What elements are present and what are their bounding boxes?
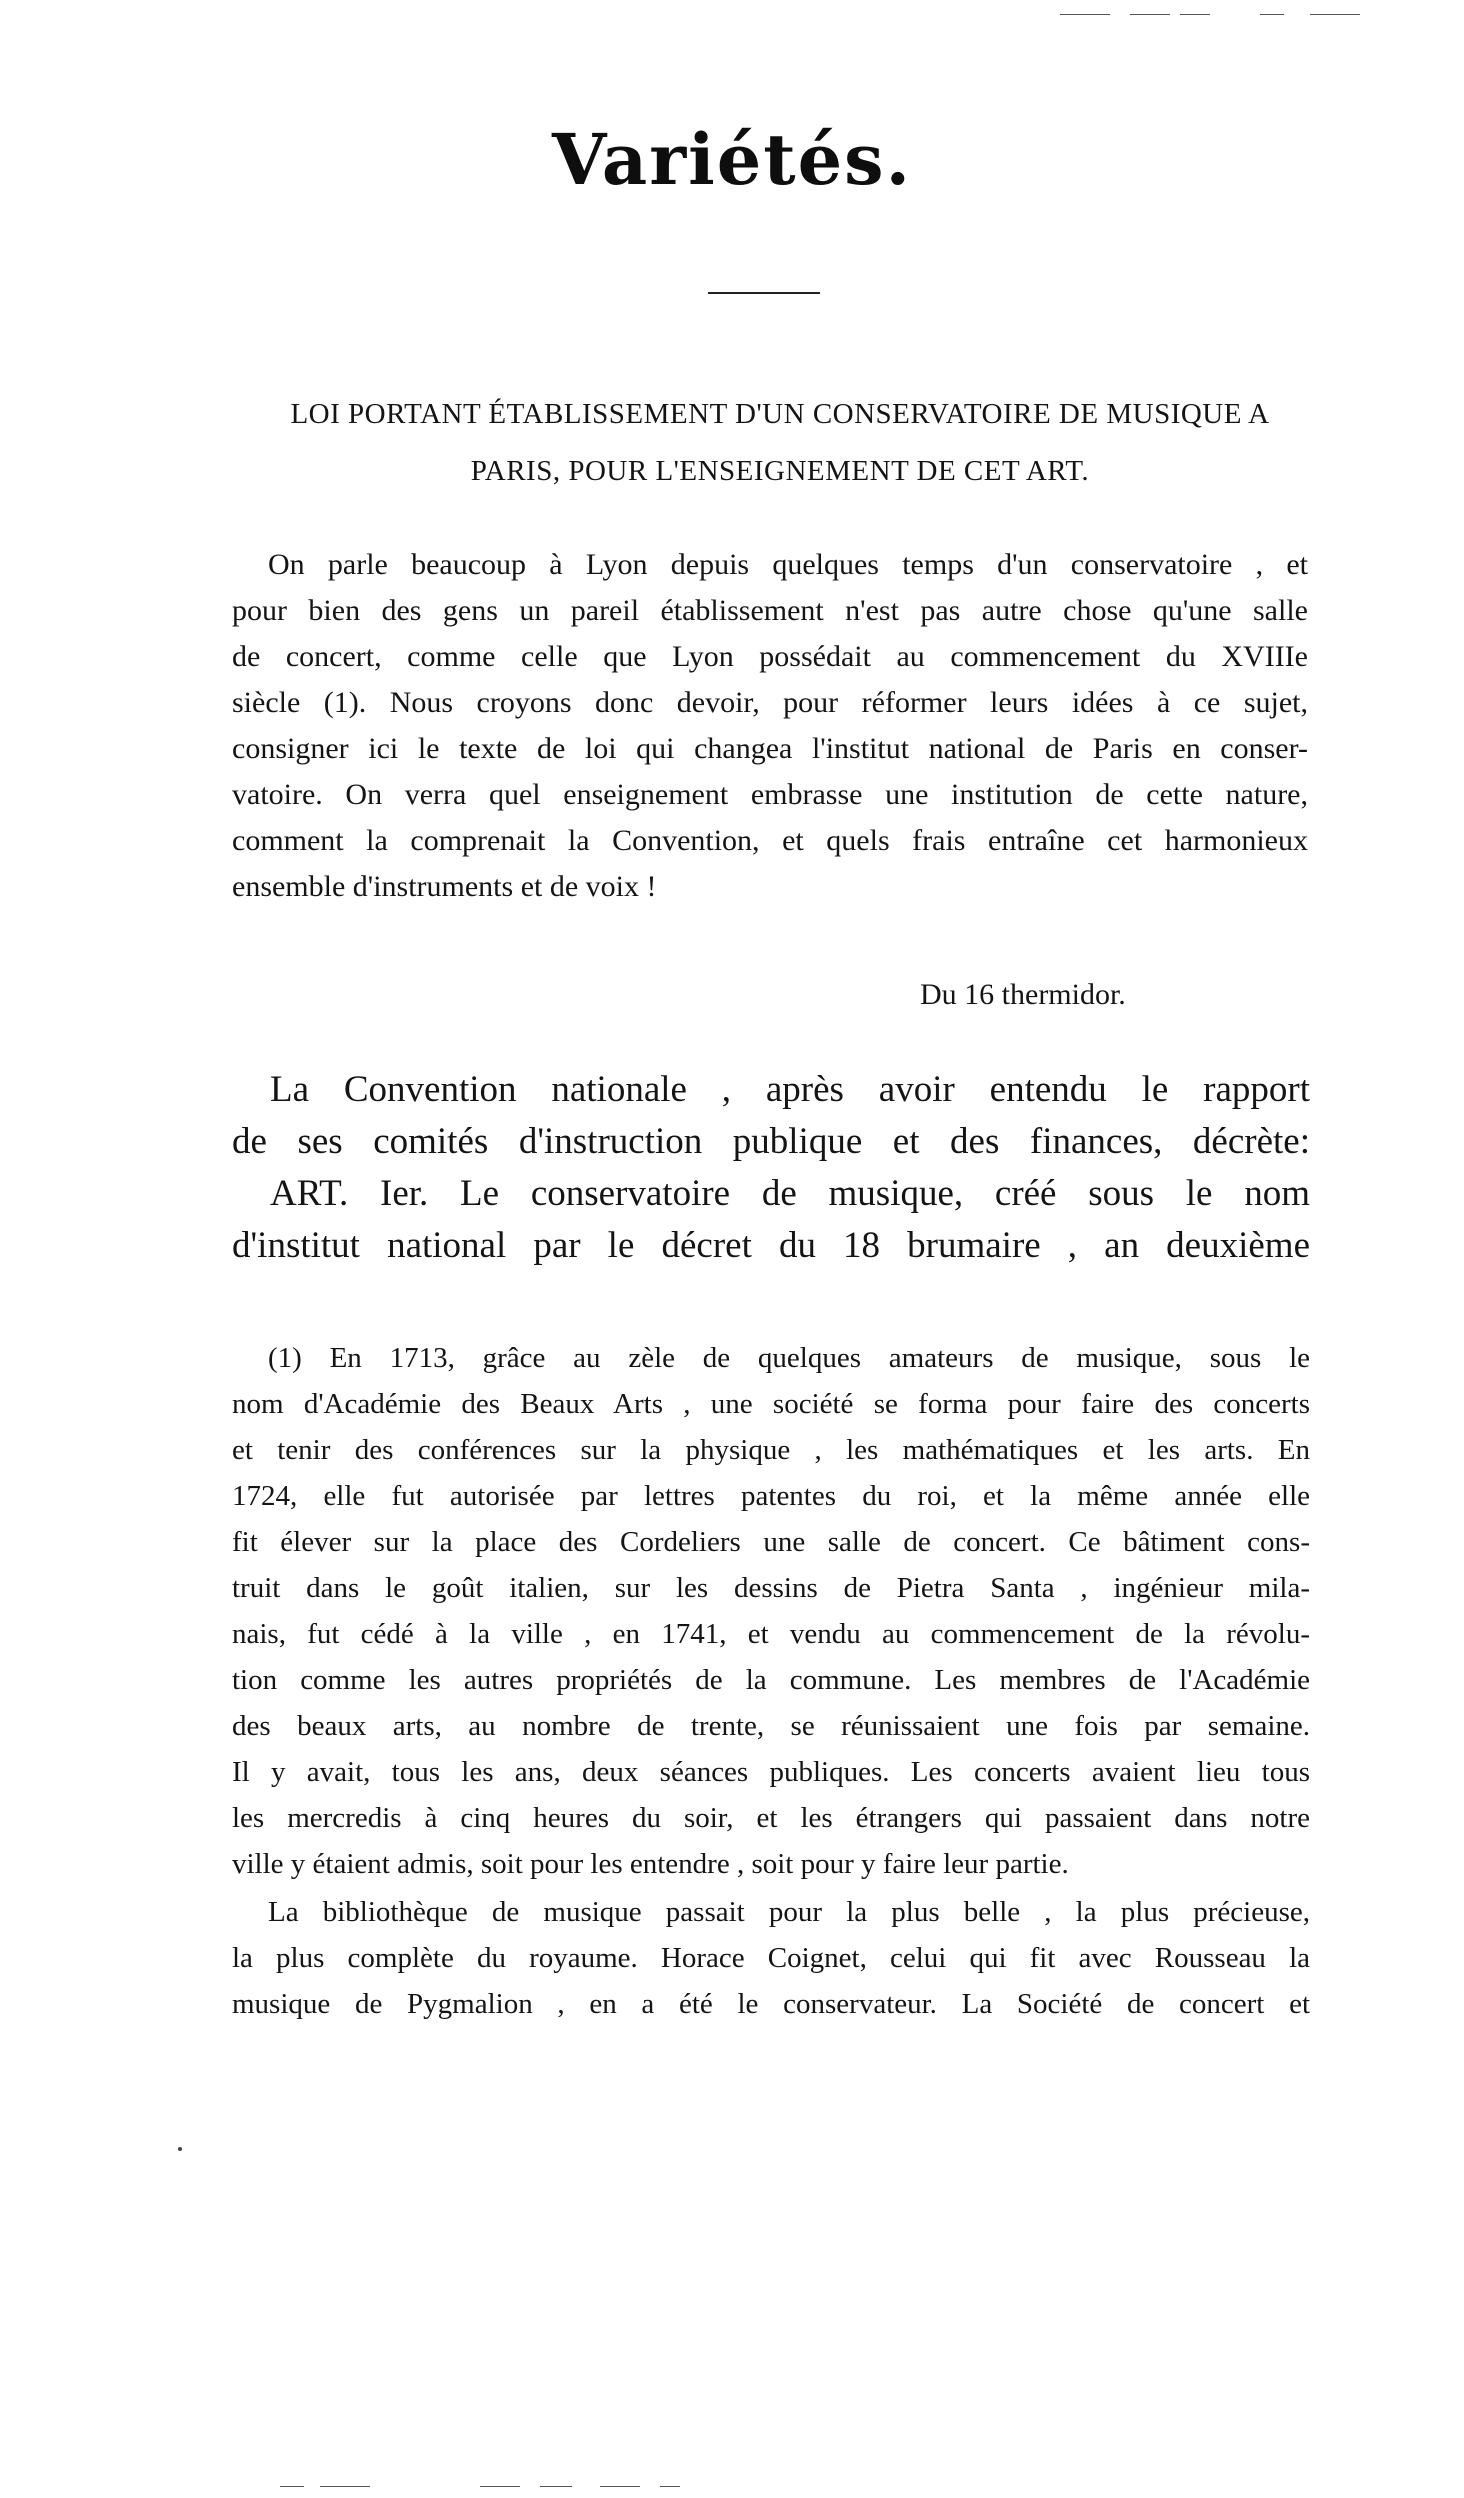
intro-line: comment la comprenait la Convention, et quels frais entraîne cet harmonieux (232, 824, 1308, 857)
intro-line: de concert, comme celle que Lyon possédait au commencement du XVIIIe (232, 640, 1308, 673)
footnote-line: (1) En 1713, grâce au zèle de quelques amateurs de musique, sous le (268, 1342, 1310, 1374)
scan-mark (1180, 14, 1210, 15)
decree-line: ART. Ier. Le conservatoire de musique, créé sous le nom (270, 1173, 1310, 1214)
decree-line: La Convention nationale , après avoir entendu le rapport (270, 1069, 1310, 1110)
footnote-line: et tenir des conférences sur la physique , les mathématiques et les arts. En (232, 1434, 1310, 1466)
intro-line: vatoire. On verra quel enseignement embrasse une institution de cette nature, (232, 778, 1308, 811)
footnote-line: tion comme les autres propriétés de la commune. Les membres de l'Académie (232, 1664, 1310, 1696)
scan-speck (178, 2147, 182, 2151)
scan-mark (480, 2486, 520, 2487)
section-heading: Variétés. (552, 118, 912, 201)
intro-line: consigner ici le texte de loi qui changea l'institut national de Paris en conser- (232, 732, 1308, 765)
decree-line: de ses comités d'instruction publique et des finances, décrète: (232, 1121, 1310, 1162)
footnote-line: les mercredis à cinq heures du soir, et les étrangers qui passaient dans notre (232, 1802, 1310, 1834)
scan-mark (280, 2486, 304, 2487)
scan-mark (600, 2486, 640, 2487)
date-line: Du 16 thermidor. (920, 978, 1126, 1011)
footnote-line: Il y avait, tous les ans, deux séances publiques. Les concerts avaient lieu tous (232, 1756, 1310, 1788)
footnote-line: La bibliothèque de musique passait pour la plus belle , la plus précieuse, (268, 1896, 1310, 1928)
scan-mark (1310, 14, 1360, 15)
decree-line: d'institut national par le décret du 18 brumaire , an deuxième (232, 1225, 1310, 1266)
scan-mark (540, 2486, 572, 2487)
intro-line: On parle beaucoup à Lyon depuis quelques temps d'un conservatoire , et (268, 548, 1308, 581)
scan-mark (660, 2486, 680, 2487)
footnote-line: ville y étaient admis, soit pour les entendre , soit pour y faire leur partie. (232, 1848, 1069, 1880)
footnote-line: nom d'Académie des Beaux Arts , une société se forma pour faire des concerts (232, 1388, 1310, 1420)
scan-mark (1130, 14, 1170, 15)
intro-line: pour bien des gens un pareil établissement n'est pas autre chose qu'une salle (232, 594, 1308, 627)
intro-line: siècle (1). Nous croyons donc devoir, pour réformer leurs idées à ce sujet, (232, 686, 1308, 719)
scan-mark (1260, 14, 1284, 15)
intro-line: ensemble d'instruments et de voix ! (232, 870, 657, 903)
footnote-line: 1724, elle fut autorisée par lettres patentes du roi, et la même année elle (232, 1480, 1310, 1512)
footnote-line: musique de Pygmalion , en a été le conservateur. La Société de concert et (232, 1988, 1310, 2020)
footnote-line: des beaux arts, au nombre de trente, se réunissaient une fois par semaine. (232, 1710, 1310, 1742)
footnote-line: fit élever sur la place des Cordeliers une salle de concert. Ce bâtiment cons- (232, 1526, 1310, 1558)
footnote-line: la plus complète du royaume. Horace Coignet, celui qui fit avec Rousseau la (232, 1942, 1310, 1974)
footnote-line: truit dans le goût italien, sur les dessins de Pietra Santa , ingénieur mila- (232, 1572, 1310, 1604)
scan-mark (320, 2486, 370, 2487)
law-title-line-1: LOI PORTANT ÉTABLISSEMENT D'UN CONSERVATOIRE DE MUSIQUE A (290, 398, 1270, 430)
title-rule (708, 292, 820, 294)
law-title-line-2: PARIS, POUR L'ENSEIGNEMENT DE CET ART. (470, 455, 1090, 487)
scan-mark (1060, 14, 1110, 15)
footnote-line: nais, fut cédé à la ville , en 1741, et vendu au commencement de la révolu- (232, 1618, 1310, 1650)
